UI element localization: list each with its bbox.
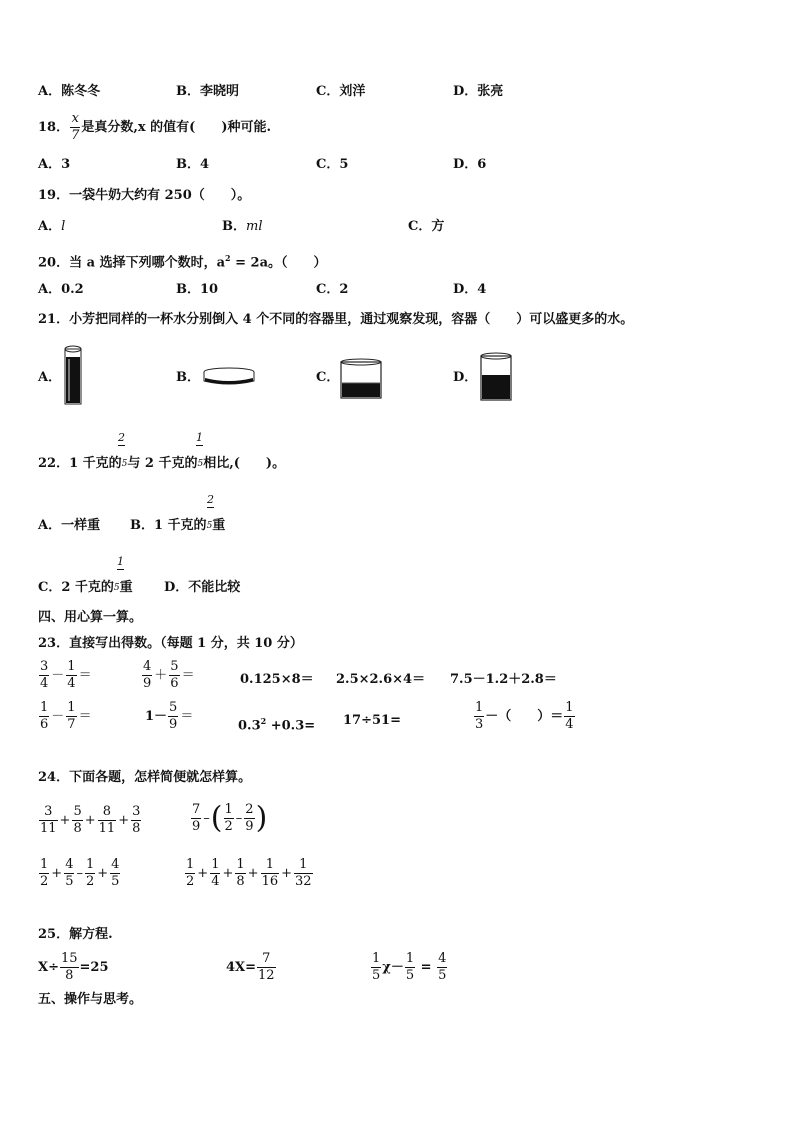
equation: X÷ $\frac{15}{8}$ =25 (38, 951, 109, 983)
option-b: B．1 千克的$^5$重 (130, 518, 226, 533)
fraction-2-5: 2 (118, 431, 125, 444)
expression: 7.5－1.2＋2.8＝ (450, 672, 557, 687)
expression: $\frac{1}{2}$ + $\frac{1}{4}$ + $\frac{1}{8}$ + $\frac{1}{16}$ + $\frac{1}{32}$ (186, 857, 312, 889)
expression: $\frac{7}{9}$ –( $\frac{1}{2}$ – $\frac{2}{9}$ ) (192, 800, 268, 836)
option-c: C．2 千克的$^5$重 (38, 580, 133, 595)
expression: $\frac{1}{6}$ － $\frac{1}{7}$ ＝ (40, 700, 92, 732)
option-c: C．方 (408, 219, 445, 234)
expression: $\frac{3}{4}$ － $\frac{1}{4}$ ＝ (40, 659, 92, 691)
expression: $\frac{4}{9}$ ＋ $\frac{5}{6}$ ＝ (143, 659, 195, 691)
option-b-label: B． (176, 370, 200, 385)
question-number: 18． (38, 120, 70, 135)
fraction: $\frac{x}{7}$ (71, 111, 80, 143)
medium-cup-icon (477, 351, 515, 403)
expression: 17÷51= (343, 713, 401, 728)
question-19: 19．一袋牛奶大约有 250（ ）。 (38, 188, 251, 203)
option-a-label: A． (38, 370, 62, 385)
option-d: D．4 (453, 282, 487, 297)
option-c: C．5 (316, 157, 349, 172)
question-20: 20．当 a 选择下列哪个数时，$a^2 = 2a$。（ ） (38, 253, 327, 271)
question-22: 22．1 千克的$^5$与 2 千克的$^5$相比,( )。 (38, 456, 286, 471)
fraction-2-5: 2 (207, 493, 214, 506)
option-d: D．6 (453, 157, 487, 172)
expression: $\frac{1}{2}$ + $\frac{4}{5}$ – $\frac{1}{2}$ + $\frac{4}{5}$ (40, 857, 120, 889)
expression: $\frac{3}{11}$ + $\frac{5}{8}$ + $\frac{8}{11}$ + $\frac{3}{8}$ (40, 804, 141, 836)
option-d-label: D． (453, 370, 478, 385)
question-24: 24．下面各题，怎样简便就怎样算。 (38, 770, 252, 785)
expression: $0.3^2 +0.3=$ (238, 716, 316, 734)
question-18 (38, 112, 271, 143)
option-c: C．2 (316, 282, 349, 297)
question-25: 25．解方程. (38, 927, 113, 942)
expression: 0.125×8＝ (240, 672, 314, 687)
fraction-1-5: 1 (117, 555, 124, 568)
wide-cup-icon (338, 357, 384, 401)
question-23: 23．直接写出得数。（每题 1 分，共 10 分） (38, 636, 303, 651)
section-heading: 四、用心算一算。 (38, 610, 143, 625)
question-21: 21．小芳把同样的一杯水分别倒入 4 个不同的容器里，通过观察发现，容器（ ）可以盛更多的水。 (38, 312, 634, 327)
tall-glass-icon (62, 345, 84, 407)
option-b: B．李晓明 (176, 84, 239, 99)
option-a: A．陈冬冬 (38, 84, 101, 99)
option-b: B．ml (222, 219, 263, 234)
question-text: 是真分数,x 的值有( )种可能. (81, 120, 272, 135)
option-d: D．张亮 (453, 84, 504, 99)
option-b: B．10 (176, 282, 219, 297)
option-a: A．l (38, 219, 66, 234)
option-a: A．一样重 (38, 518, 101, 533)
option-a: A．0.2 (38, 282, 84, 297)
equation: 4X= $\frac{7}{12}$ (226, 951, 275, 983)
flat-dish-icon (201, 366, 257, 388)
option-a: A．3 (38, 157, 71, 172)
option-d: D．不能比较 (164, 580, 241, 595)
fraction-1-5: 1 (196, 431, 203, 444)
option-b: B．4 (176, 157, 210, 172)
expression: 1－ $\frac{5}{9}$ ＝ (145, 700, 194, 732)
option-c-label: C． (316, 370, 340, 385)
equation: $\frac{1}{5}$ χ－ $\frac{1}{5}$ = $\frac{4}{5}$ (372, 951, 447, 983)
section-heading: 五、操作与思考。 (38, 992, 143, 1007)
expression: 2.5×2.6×4＝ (336, 672, 426, 687)
option-c: C．刘洋 (316, 84, 366, 99)
expression: $\frac{1}{3}$ －（ ）＝ $\frac{1}{4}$ (475, 700, 574, 732)
